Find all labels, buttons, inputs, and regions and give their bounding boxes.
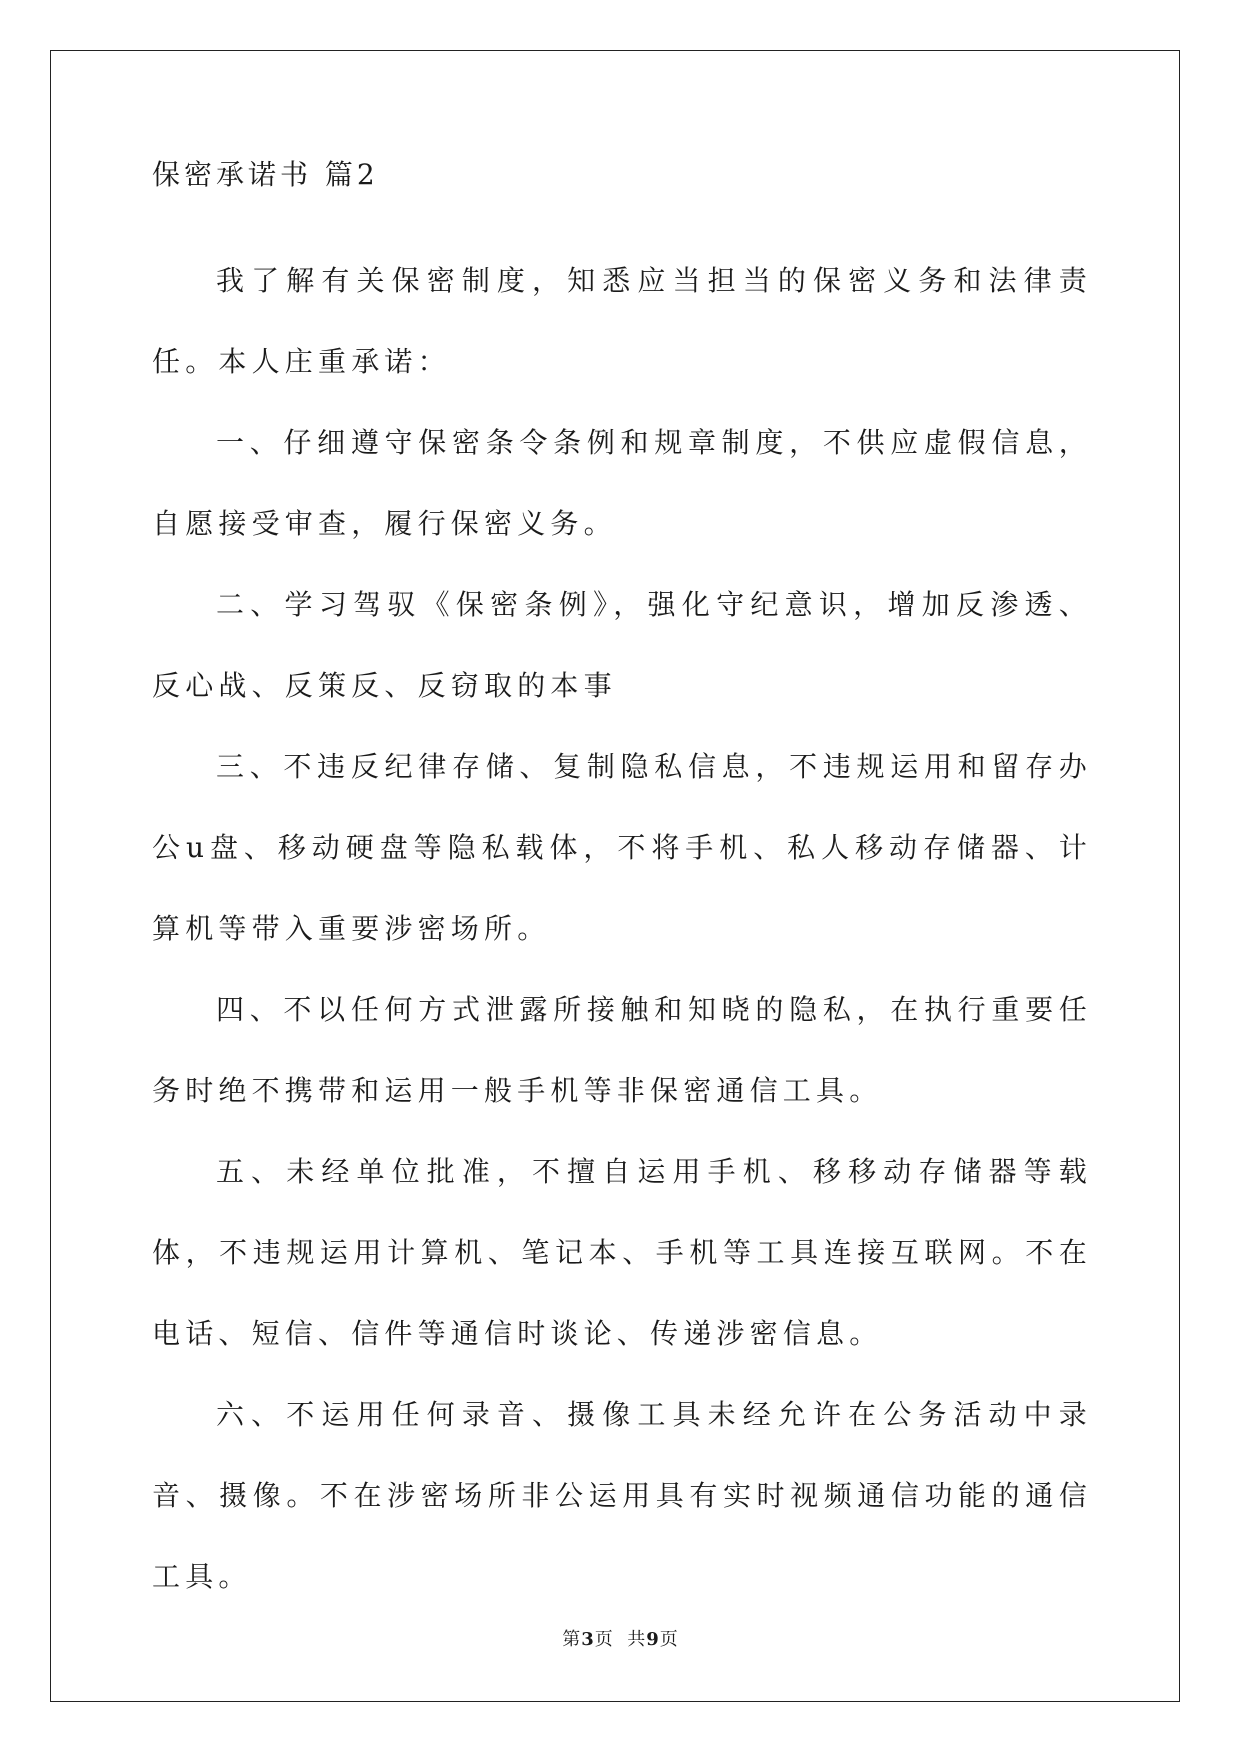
total-pages-number: 9	[646, 1629, 660, 1650]
page-footer	[0, 1625, 1241, 1651]
paragraph-item-4: 四、不以任何方式泄露所接触和知晓的隐私，在执行重要任务时绝不携带和运用一般手机等非保密通信工具。	[152, 993, 1092, 1107]
footer-suffix: 页	[659, 1629, 679, 1650]
paragraph-item-3: 三、不违反纪律存储、复制隐私信息，不违规运用和留存办公u盘、移动硬盘等隐私载体，不将手机、私人移动存储器、计算机等带入重要涉密场所。	[152, 750, 1092, 945]
paragraph-intro: 我了解有关保密制度，知悉应当担当的保密义务和法律责任。本人庄重承诺：	[152, 264, 1092, 378]
current-page-number: 3	[581, 1629, 595, 1650]
document-heading: 保密承诺书 篇2	[152, 158, 379, 191]
footer-middle: 页 共	[594, 1629, 647, 1650]
document-body	[152, 155, 1092, 1617]
paragraph-item-1: 一、仔细遵守保密条令条例和规章制度，不供应虚假信息，自愿接受审查，履行保密义务。	[152, 426, 1092, 540]
paragraph-item-2: 二、学习驾驭《保密条例》，强化守纪意识，增加反渗透、反心战、反策反、反窃取的本事	[152, 588, 1092, 702]
paragraph-item-6: 六、不运用任何录音、摄像工具未经允许在公务活动中录音、摄像。不在涉密场所非公运用具有实时视频通信功能的通信工具。	[152, 1398, 1092, 1593]
paragraph-item-5: 五、未经单位批准，不擅自运用手机、移移动存储器等载体，不违规运用计算机、笔记本、手机等工具连接互联网。不在电话、短信、信件等通信时谈论、传递涉密信息。	[152, 1155, 1092, 1350]
footer-prefix: 第	[562, 1629, 582, 1650]
